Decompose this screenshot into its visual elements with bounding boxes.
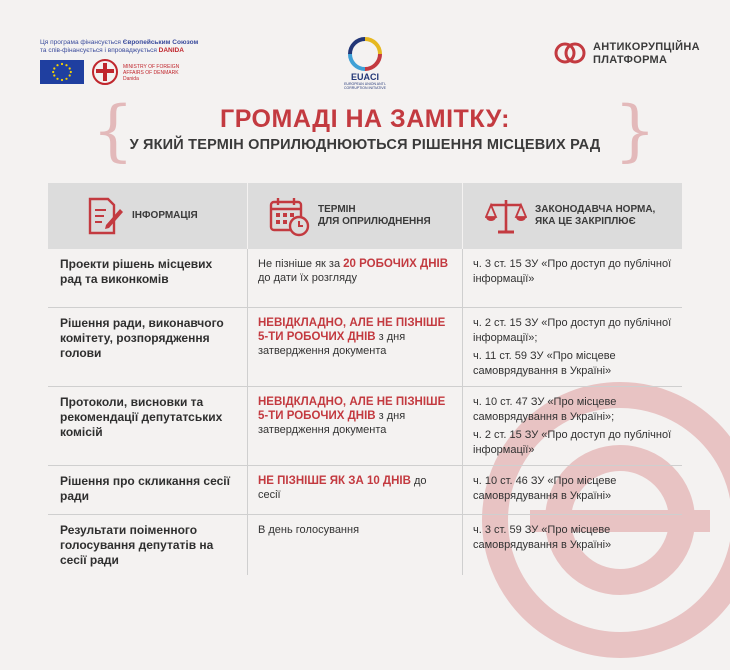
table-row (48, 308, 682, 387)
table-header (48, 183, 682, 249)
row-law: ч. 10 ст. 46 ЗУ «Про місцеве самоврядування в Україні» (473, 475, 617, 502)
header-info: ІНФОРМАЦІЯ (48, 183, 248, 249)
euaci-name: EUACI (350, 72, 379, 82)
scales-icon (485, 195, 527, 237)
row-term: НЕ ПІЗНІШЕ ЯК ЗА 10 ДНІВ до сесії (248, 466, 463, 514)
page-subtitle: У ЯКИЙ ТЕРМІН ОПРИЛЮДНЮЮТЬСЯ РІШЕННЯ МІСЦЕВИХ РАД (129, 137, 601, 153)
row-law: ч. 2 ст. 15 ЗУ «Про доступ до публічної інформації»; ч. 11 ст. 59 ЗУ «Про місцеве самоврядування в Україні» (473, 317, 672, 377)
row-law: ч. 10 ст. 47 ЗУ «Про місцеве самоврядування в Україні»; ч. 2 ст. 15 ЗУ «Про доступ до публічної інформації» (473, 396, 672, 456)
funding-note: Ця програма фінансується Європейським Союзом та спів-фінансується і впроваджується DANIDA (40, 39, 199, 54)
header (0, 0, 730, 100)
row-term: В день голосування (248, 515, 463, 575)
table-row (48, 249, 682, 308)
anticorruption-platform-name: АНТИКОРУПЦІЙНА ПЛАТФОРМА (593, 41, 700, 66)
row-term: Не пізніше як за 20 РОБОЧИХ ДНІВ до дати їх розгляду (248, 249, 463, 307)
publication-terms-table (48, 183, 682, 575)
row-term: НЕВІДКЛАДНО, АЛЕ НЕ ПІЗНІШЕ 5-ТИ РОБОЧИХ ДНІВ з дня затвердження документа (248, 308, 463, 386)
row-info: Рішення про скликання сесії ради (48, 466, 248, 514)
header-term: ТЕРМІН ДЛЯ ОПРИЛЮДНЕННЯ (248, 183, 463, 249)
row-law: ч. 3 ст. 15 ЗУ «Про доступ до публічної інформації» (473, 258, 672, 285)
header-law: ЗАКОНОДАВЧА НОРМА, ЯКА ЦЕ ЗАКРІПЛЮЄ (463, 183, 682, 249)
euaci-subtitle: EUROPEAN UNION ANTI-CORRUPTION INITIATIVE (344, 82, 386, 90)
denmark-ministry-label: MINISTRY OF FOREIGN AFFAIRS OF DENMARK Danida (123, 64, 180, 82)
right-brace-decoration: } (614, 92, 656, 169)
denmark-crest-icon (91, 58, 119, 86)
row-law: ч. 3 ст. 59 ЗУ «Про місцеве самоврядування в Україні» (473, 524, 612, 551)
row-term: НЕВІДКЛАДНО, АЛЕ НЕ ПІЗНІШЕ 5-ТИ РОБОЧИХ ДНІВ з дня затвердження документа (248, 387, 463, 465)
row-info: Рішення ради, виконавчого комітету, розпорядження голови (48, 308, 248, 386)
eu-flag-icon (40, 60, 84, 84)
row-info: Проекти рішень місцевих рад та виконкомів (48, 249, 248, 307)
table-row (48, 515, 682, 575)
row-info: Результати поіменного голосування депутатів на сесії ради (48, 515, 248, 575)
table-row (48, 387, 682, 466)
left-brace-decoration: { (92, 92, 134, 169)
document-pen-icon (82, 195, 124, 237)
euaci-logo-icon (345, 36, 385, 72)
page-title: ГРОМАДІ НА ЗАМІТКУ: (220, 105, 510, 133)
row-info: Протоколи, висновки та рекомендації депутатських комісій (48, 387, 248, 465)
calendar-clock-icon (268, 195, 310, 237)
anticorruption-platform-logo-icon (553, 40, 587, 66)
table-row (48, 466, 682, 515)
